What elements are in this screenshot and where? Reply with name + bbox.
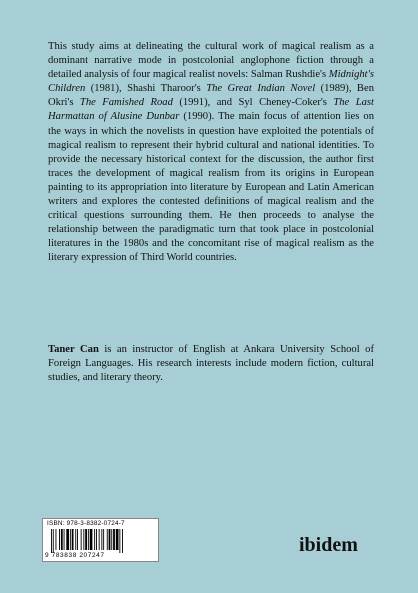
title-great-indian-novel: The Great Indian Novel [206, 83, 316, 95]
blurb-text-3: (1989), Ben Okri's [48, 83, 374, 109]
barcode-stripe [85, 529, 87, 550]
barcode-stripe [72, 529, 74, 550]
barcode-stripe [116, 529, 119, 550]
barcode-stripe [51, 529, 52, 553]
barcode-stripe [113, 529, 115, 550]
barcode-stripe [77, 529, 78, 550]
barcode-stripe [56, 529, 57, 550]
barcode-digits: 9 783838 207247 [45, 552, 105, 559]
publisher-logo: ibidem [299, 534, 358, 556]
barcode-stripe [111, 529, 112, 550]
book-blurb [48, 40, 374, 266]
isbn-text: ISBN: 978-3-8382-0724-7 [47, 520, 125, 527]
author-name: Taner Can [48, 344, 99, 355]
barcode-stripe [90, 529, 93, 550]
barcode-stripe [64, 529, 65, 550]
barcode-stripe [75, 529, 76, 550]
barcode-stripe [61, 529, 63, 550]
barcode-stripe [96, 529, 97, 550]
barcode-bars [51, 529, 150, 553]
barcode-stripe [109, 529, 111, 550]
barcode-stripe [70, 529, 71, 550]
title-midnights-children: Midnight's Children [48, 69, 374, 95]
author-bio-text: is an instructor of English at Ankara University School of Foreign Languages. His research interests include modern fiction, cultural studies, and literary theory. [48, 344, 374, 384]
blurb-text-1: This study aims at delineating the cultural work of magical realism as a dominant narrative mode in postcolonial anglophone fiction through a detailed analysis of four magical realist novels: Salman Rushdie's [48, 41, 374, 81]
barcode-stripe [119, 529, 120, 553]
barcode-stripe [103, 529, 104, 550]
barcode-stripe [53, 529, 54, 553]
barcode-stripe [59, 529, 60, 550]
barcode-stripe [99, 529, 100, 550]
title-last-harmattan: The Last Harmattan of Alusine Dunbar [48, 97, 374, 123]
barcode-label [42, 518, 159, 562]
barcode-stripe [83, 529, 84, 550]
blurb-text-4: (1991), and Syl Cheney-Coker's [172, 97, 334, 109]
title-famished-road: The Famished Road [79, 97, 173, 109]
barcode-stripe [94, 529, 95, 550]
author-bio [48, 343, 374, 385]
blurb-text-2: (1981), Shashi Tharoor's [85, 83, 207, 95]
barcode-stripe [122, 529, 123, 553]
barcode-stripe [81, 529, 82, 550]
barcode-stripe [66, 529, 69, 550]
barcode-stripe [88, 529, 89, 550]
blurb-text-5: (1990). The main focus of attention lies on the ways in which the novelists in question have exploited the potentials of magical realism to represent their hybrid cultural and national identities. To provide the necessary historical context for the discussion, the author first traces the development of magical realism from its origins in European painting to its appropriation into literature by European and Latin American writers and explores the contested definitions of magical realism and the critical questions surrounding them. He then proceeds to analyse the relationship between the paradigmatic turn that took place in postcolonial literatures in the 1980s and the concomitant rise of magical realism as the literary expression of Third World countries. [48, 111, 374, 264]
barcode-stripe [101, 529, 102, 550]
barcode-stripe [107, 529, 108, 550]
